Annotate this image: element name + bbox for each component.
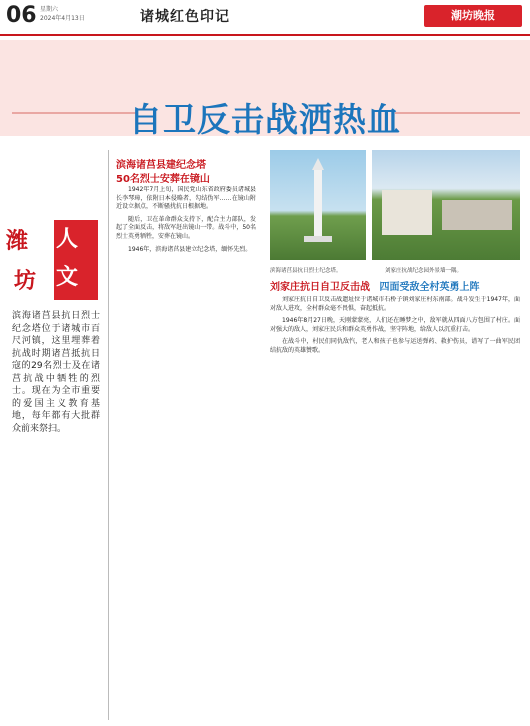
- lead-subtitle: 50名烈士安葬在镜山: [116, 174, 210, 185]
- newspaper-logo: 潮坊晚报: [424, 5, 522, 27]
- page-header: [0, 0, 530, 36]
- page-date: 星期六 2024年4月13日: [40, 6, 85, 22]
- section-title: 诸城红色印记: [140, 9, 230, 25]
- lead-title: 滨海诸莒县建纪念塔: [116, 160, 206, 171]
- column-intro: 滨海诸莒县抗日烈士纪念塔位于诸城市百尺河镇，这里埋葬着抗战时期诸莒抵抗日寇的29名烈士及在诸莒抗战中牺牲的烈士。现在为全市重要的爱国主义教育基地，每年都有大批群众前来祭扫。: [12, 311, 100, 434]
- photo-caption-1: 滨海诸莒县抗日烈士纪念塔。: [270, 268, 342, 274]
- photo-memorial-park: [372, 150, 520, 260]
- main-headline: 自卫反击战洒热血: [129, 100, 401, 139]
- column-divider: [108, 150, 109, 720]
- column-logo: 潍 人 文 坊: [6, 220, 102, 300]
- page-number: 06: [6, 3, 37, 28]
- photo-memorial: [270, 150, 366, 260]
- photo-caption-2: 刘家庄抗战纪念园外景墙一隅。: [385, 268, 463, 274]
- lead-body: 1942年7月上旬，国民党山东省政府委员诸城县长李琴璋，依附日本侵略者，勾结伪军……在镜山附近设立据点，不断骚扰抗日根据地。 随后，卫在革命群众支持下，配合主力部队，发起了全面反击，将敌军赶出镜山一带。战斗中，50名烈士英勇牺牲，安葬在镜山。 1946年，滨海诸莒县建立纪念塔，缅怀先烈。: [116, 186, 256, 253]
- memorial-tower-icon: [270, 150, 366, 260]
- article2-title: 刘家庄抗日自卫反击战 四面受敌全村英勇上阵: [270, 282, 480, 293]
- article2-body: 刘家庄抗日自卫反击战遗址位于诸城市石桥子镇刘家庄村东南部。战斗发生于1947年，面对敌人进攻，全村群众毫不畏惧，奋起抵抗。 1946年8月27日晚，天刚蒙蒙亮，人们还在睡梦之中，敌军就从四面八方包围了村庄。面对强大的敌人，刘家庄民兵和群众英勇作战，坚守阵地，给敌人以沉重打击。 在战斗中，村民们同仇敌忾，老人和孩子也参与运送弹药、救护伤员，谱写了一曲军民团结抗敌的英雄赞歌。: [270, 296, 520, 354]
- memorial-wall-icon: [372, 150, 520, 260]
